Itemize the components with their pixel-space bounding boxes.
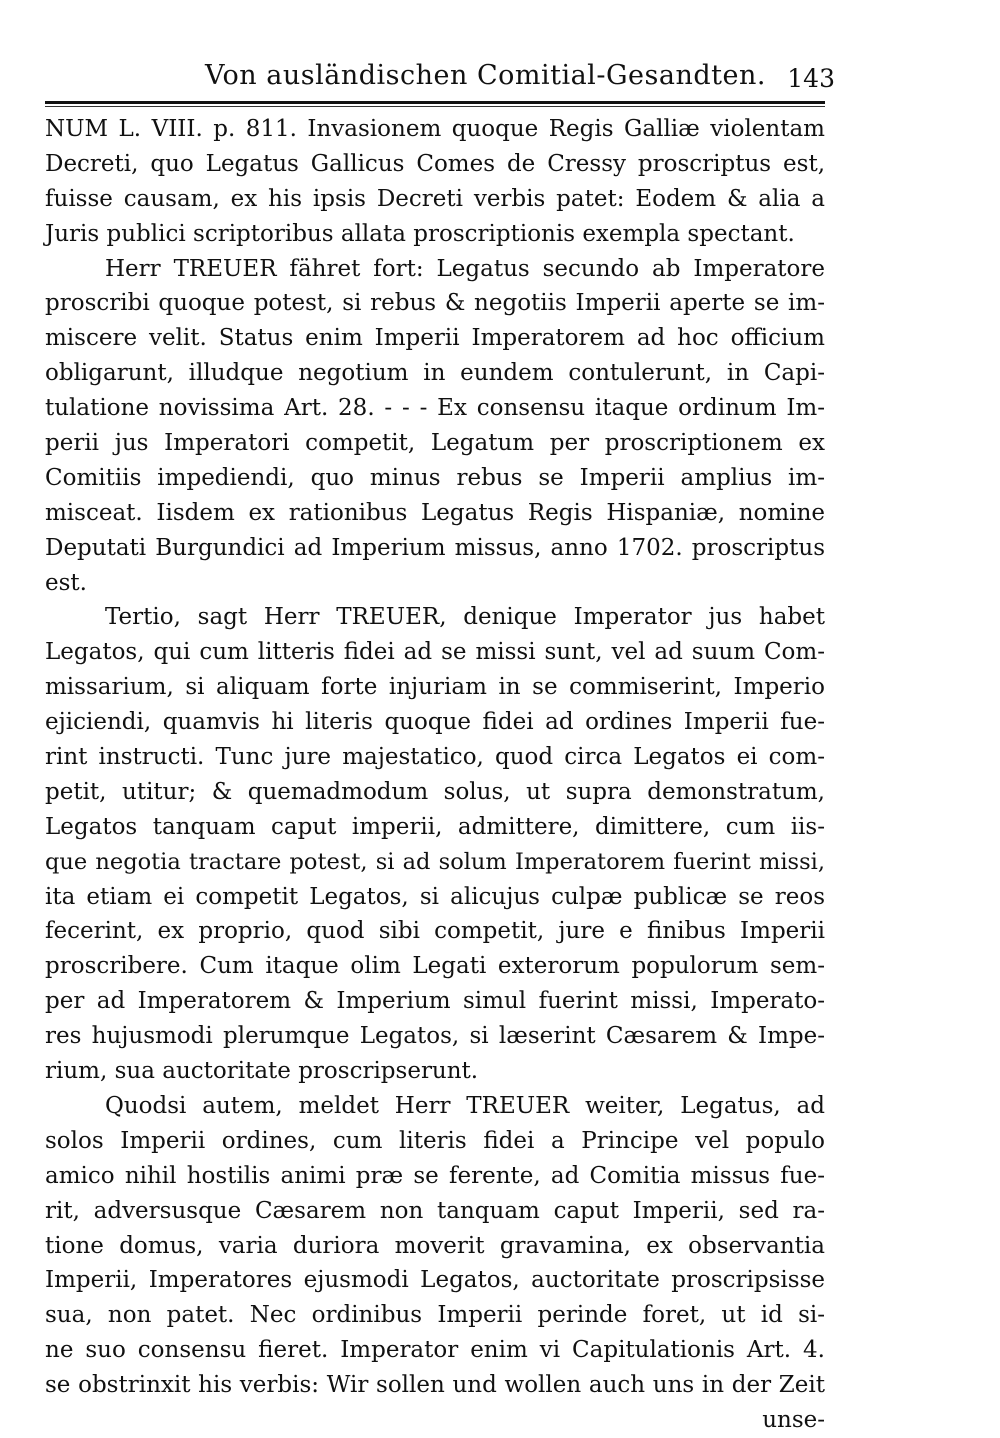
- text-line: ejiciendi, quamvis hi literis quoque fidei ad ordines Imperii fue-: [45, 709, 825, 736]
- text-line: Tertio, sagt Herr TREUER, denique Imperator jus habet: [105, 604, 825, 631]
- text-line: est.: [45, 569, 87, 596]
- text-line: fecerint, ex proprio, quod sibi competit, jure e finibus Imperii: [45, 918, 825, 945]
- text-line: perii jus Imperatori competit, Legatum per proscriptionem ex: [45, 430, 825, 457]
- text-line: Legatos, qui cum litteris fidei ad se missi sunt, vel ad suum Com-: [45, 639, 825, 666]
- text-line: tione domus, varia duriora moverit gravamina, ex observantia: [45, 1232, 825, 1259]
- catchword: unse-: [762, 1406, 825, 1433]
- text-line: amico nihil hostilis animi præ se ferente, ad Comitia missus fue-: [45, 1162, 825, 1189]
- text-line: rium, sua auctoritate proscripserunt.: [45, 1058, 479, 1085]
- header-rule: [45, 101, 825, 104]
- text-line: per ad Imperatorem & Imperium simul fuerint missi, Imperato-: [45, 988, 825, 1015]
- text-line: Decreti, quo Legatus Gallicus Comes de Cressy proscriptus est,: [45, 150, 825, 177]
- text-line: se obstrinxit his verbis: Wir sollen und wollen auch uns in der Zeit: [45, 1372, 825, 1399]
- text-line: fuisse causam, ex his ipsis Decreti verbis patet: Eodem & alia a: [45, 185, 825, 212]
- page-number: 143: [787, 64, 835, 93]
- text-line: tulatione novissima Art. 28. - - - Ex consensu itaque ordinum Im-: [45, 395, 825, 422]
- text-line: rit, adversusque Cæsarem non tanquam caput Imperii, sed ra-: [45, 1197, 825, 1224]
- text-line: ne suo consensu fieret. Imperator enim vi Capitulationis Art. 4.: [45, 1337, 825, 1364]
- running-title: Von ausländischen Comitial-Gesandten.: [205, 60, 766, 91]
- text-line: Quodsi autem, meldet Herr TREUER weiter, Legatus, ad: [105, 1092, 825, 1119]
- page-header: [45, 58, 835, 98]
- text-line: rint instructi. Tunc jure majestatico, quod circa Legatos ei com-: [45, 744, 825, 771]
- text-line: Legatos tanquam caput imperii, admittere, dimittere, cum iis-: [45, 813, 825, 840]
- text-line: proscribi quoque potest, si rebus & negotiis Imperii aperte se im-: [45, 290, 825, 317]
- text-line: NUM L. VIII. p. 811. Invasionem quoque Regis Galliæ violentam: [45, 116, 825, 142]
- text-line: missarium, si aliquam forte injuriam in se commiserint, Imperio: [45, 674, 825, 701]
- text-line: solos Imperii ordines, cum literis fidei a Principe vel populo: [45, 1127, 825, 1154]
- text-line: sua, non patet. Nec ordinibus Imperii perinde foret, ut id si-: [45, 1302, 825, 1329]
- text-line: ita etiam ei competit Legatos, si alicujus culpæ publicæ se reos: [45, 883, 825, 910]
- text-line: proscribere. Cum itaque olim Legati exterorum populorum sem-: [45, 953, 825, 980]
- text-line: Herr TREUER fähret fort: Legatus secundo ab Imperatore: [105, 255, 825, 282]
- text-line: que negotia tractare potest, si ad solum Imperatorem fuerint missi,: [45, 848, 825, 875]
- text-line: Comitiis impediendi, quo minus rebus se Imperii amplius im-: [45, 464, 825, 491]
- text-line: petit, utitur; & quemadmodum solus, ut supra demonstratum,: [45, 778, 825, 805]
- text-line: res hujusmodi plerumque Legatos, si læserint Cæsarem & Impe-: [45, 1023, 825, 1050]
- header-rule-thin: [45, 106, 825, 107]
- text-line: misceat. Iisdem ex rationibus Legatus Regis Hispaniæ, nomine: [45, 499, 825, 526]
- text-line: Juris publici scriptoribus allata proscriptionis exempla spectant.: [45, 220, 795, 247]
- text-line: miscere velit. Status enim Imperii Imperatorem ad hoc officium: [45, 325, 825, 352]
- text-line: Deputati Burgundici ad Imperium missus, anno 1702. proscriptus: [45, 534, 825, 561]
- text-body: [45, 112, 825, 1438]
- text-line: obligarunt, illudque negotium in eundem contulerunt, in Capi-: [45, 360, 825, 387]
- text-line: Imperii, Imperatores ejusmodi Legatos, auctoritate proscripsisse: [45, 1267, 825, 1294]
